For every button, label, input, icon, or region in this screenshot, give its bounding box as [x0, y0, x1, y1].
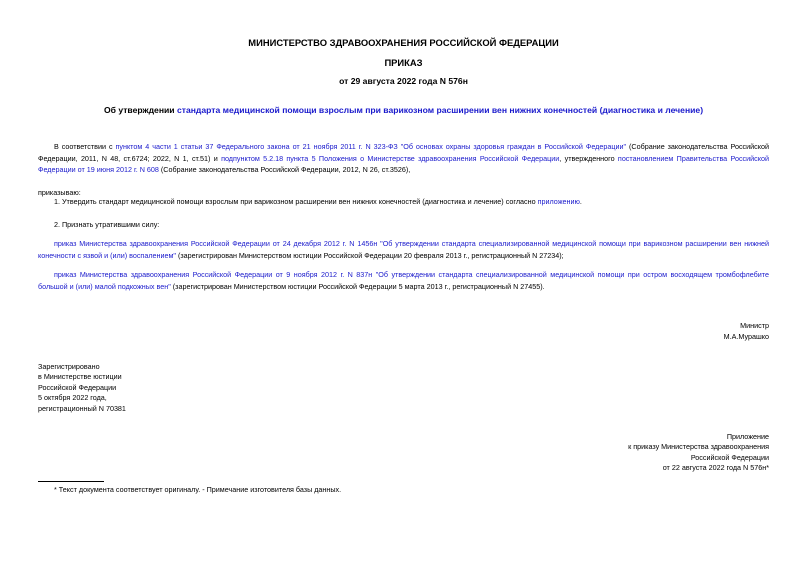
- footnote-divider: [38, 481, 104, 482]
- appendix-line: Приложение: [726, 432, 769, 441]
- footnote: * Текст документа соответствует оригиналу. - Примечание изготовителя базы данных.: [54, 485, 342, 494]
- regulation-link[interactable]: подпунктом 5.2.18 пункта 5 Положения о Министерстве здравоохранения Российской Федерации: [221, 153, 560, 163]
- signature-name: М.А.Мурашко: [723, 332, 769, 341]
- registration-line: 5 октября 2022 года,: [38, 393, 107, 403]
- order-title-prefix: Об утверждении: [103, 105, 177, 115]
- order-date: от 29 августа 2022 года N 576н: [339, 76, 468, 86]
- order-title: [0, 105, 807, 115]
- registration-line: регистрационный N 70381: [38, 403, 126, 413]
- appendix-line: к приказу Министерства здравоохранения: [628, 442, 769, 452]
- appendix-block: [628, 432, 769, 474]
- revoked-order-1-link[interactable]: приказ Министерства здравоохранения Российской Федерации от 24 декабря 2012 г. N 1456н "Об утверждении стандарта специализированной медицинской помощи при варикозном расширении вен нижней конечности с язвой и (или) воспалением": [38, 239, 769, 260]
- appendix-line: от 22 августа 2022 года N 576н*: [662, 463, 769, 473]
- order-title-link[interactable]: стандарта медицинской помощи взрослым при варикозном расширении вен нижних конечностей (диагностика и лечение): [176, 105, 704, 115]
- item-1: [54, 196, 769, 208]
- registration-line: Зарегистрировано: [38, 362, 100, 371]
- revoked-order-2-text: (зарегистрирован Министерством юстиции Российской Федерации 5 марта 2013 г., регистрационный N 27455).: [170, 281, 545, 291]
- signature-block: [724, 320, 769, 342]
- order-word: приказываю:: [38, 188, 81, 197]
- item-1-end: .: [579, 197, 582, 206]
- item-2: 2. Признать утратившими силу:: [54, 220, 160, 229]
- ministry-heading: МИНИСТЕРСТВО ЗДРАВООХРАНЕНИЯ РОССИЙСКОЙ ФЕДЕРАЦИИ: [248, 37, 559, 48]
- revoked-order-1-text: (зарегистрирован Министерством юстиции Российской Федерации 20 февраля 2013 г., регистрационный N 27234);: [176, 250, 564, 260]
- appendix-link[interactable]: приложению: [537, 197, 580, 206]
- registration-line: в Министерстве юстиции: [38, 372, 122, 382]
- revoked-order-2: [38, 269, 769, 292]
- preamble-paragraph: [38, 141, 769, 176]
- preamble-text-3: , утвержденного: [559, 153, 618, 163]
- government-decree-link[interactable]: постановлением Правительства Российской Федерации от 19 июня 2012 г. N 608: [38, 153, 770, 175]
- item-1-text: 1. Утвердить стандарт медицинской помощи взрослым при варикозном расширении вен нижних конечностей (диагностика и лечение) согласно: [54, 197, 538, 206]
- registration-line: Российской Федерации: [38, 382, 117, 392]
- order-heading: ПРИКАЗ: [384, 57, 423, 68]
- preamble-text-4: (Собрание законодательства Российской Федерации, 2012, N 26, ст.3526),: [158, 165, 411, 175]
- signature-role: Министр: [740, 321, 769, 330]
- revoked-order-1: [38, 238, 769, 261]
- preamble-text-1: В соответствии с: [54, 142, 116, 151]
- registration-block: [38, 362, 126, 414]
- appendix-line: Российской Федерации: [690, 452, 769, 462]
- preamble-text-2: (Собрание законодательства Российской Федерации, 2011, N 48, ст.6724; 2022, N 1, ст.51) и: [38, 142, 769, 163]
- law-link[interactable]: пунктом 4 части 1 статьи 37 Федерального закона от 21 ноября 2011 г. N 323-ФЗ "Об основах охраны здоровья граждан в Российской Федерации": [115, 142, 627, 151]
- revoked-order-2-link[interactable]: приказ Министерства здравоохранения Российской Федерации от 9 ноября 2012 г. N 837н "Об утверждении стандарта специализированной медицинской помощи при остром восходящем тромбофлебите большой и (или) малой подкожных вен": [38, 270, 769, 291]
